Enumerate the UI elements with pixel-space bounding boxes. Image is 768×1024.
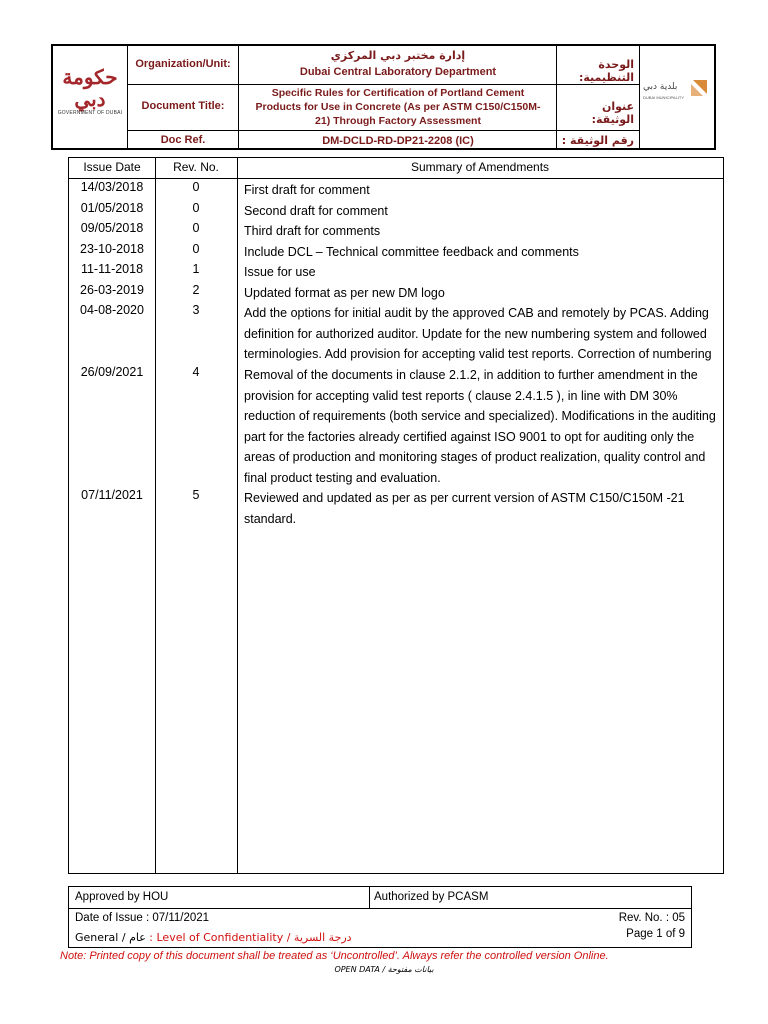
header-divider bbox=[238, 46, 239, 148]
summary: First draft for comment bbox=[244, 183, 370, 197]
date-of-issue: Date of Issue : 07/11/2021 bbox=[75, 912, 210, 924]
header-divider bbox=[639, 46, 640, 148]
issue-date: 26/09/2021 bbox=[80, 365, 144, 379]
uncontrolled-copy-note: Note: Printed copy of this document shall be treated as ‘Uncontrolled’. Always refer the controlled version Online. bbox=[60, 950, 609, 962]
footer-divider bbox=[369, 887, 370, 908]
ref-label: Doc Ref. bbox=[160, 134, 206, 146]
authorized-by: Authorized by PCASM bbox=[374, 891, 489, 903]
issue-date: 09/05/2018 bbox=[80, 221, 144, 235]
issue-date: 14/03/2018 bbox=[80, 180, 144, 194]
title-label: Document Title: bbox=[141, 100, 225, 112]
column-divider bbox=[237, 158, 238, 873]
summary: Issue for use bbox=[244, 265, 316, 279]
open-data-label: OPEN DATA / بيانات مفتوحة bbox=[334, 965, 434, 974]
issue-date: 01/05/2018 bbox=[80, 201, 144, 215]
approved-by: Approved by HOU bbox=[75, 891, 169, 903]
rev-no: 0 bbox=[192, 180, 200, 194]
rev-no: 1 bbox=[192, 262, 200, 276]
title-label-ar: عنوان الوثيقة: bbox=[591, 100, 634, 126]
ref-label-ar: رقم الوثيقة : bbox=[561, 134, 634, 147]
col-header-summary: Summary of Amendments bbox=[410, 160, 550, 174]
dm-emblem-icon bbox=[689, 78, 709, 98]
issue-date: 11-11-2018 bbox=[80, 262, 144, 276]
org-label-ar: الوحدة التنظيمية: bbox=[578, 58, 634, 84]
rev-number: Rev. No. : 05 bbox=[618, 912, 685, 924]
rev-no: 4 bbox=[192, 365, 200, 379]
org-name: Dubai Central Laboratory Department bbox=[299, 66, 497, 78]
confidentiality-label: : Level of Confidentiality / درجة السرية bbox=[149, 931, 352, 944]
org-label: Organization/Unit: bbox=[135, 58, 231, 70]
doc-ref: DM-DCLD-RD-DP21-2208 (IC) bbox=[322, 135, 474, 147]
header-row-line bbox=[69, 178, 723, 179]
header-row-line bbox=[127, 130, 639, 131]
rev-no: 0 bbox=[192, 242, 200, 256]
document-title: Specific Rules for Certification of Portland Cement Products for Use in Concrete (As per ASTM C150/C150M-21) Through Factory Assessment bbox=[255, 87, 541, 127]
summary: Second draft for comment bbox=[244, 204, 388, 218]
header-divider bbox=[556, 46, 557, 148]
rev-no: 3 bbox=[192, 303, 200, 317]
page-number: Page 1 of 9 bbox=[626, 928, 685, 940]
dubai-municipality-logo: بلدية دبي DUBAI MUNICIPALITY bbox=[641, 76, 711, 106]
col-header-rev-no: Rev. No. bbox=[173, 160, 219, 174]
amendments-table bbox=[68, 157, 724, 874]
summary: Add the options for initial audit by the approved CAB and remotely by PCAS. Adding definition for authorized auditor. Update for the new numbering system and followed terminologies. Add provision for accepting valid test reports. Correction of numbering bbox=[244, 306, 712, 361]
header-row-line bbox=[127, 84, 639, 85]
rev-no: 2 bbox=[192, 283, 200, 297]
rev-no: 0 bbox=[192, 201, 200, 215]
summary: Updated format as per new DM logo bbox=[244, 286, 445, 300]
rev-no: 5 bbox=[192, 488, 200, 502]
government-of-dubai-logo: حكومة دبي GOVERNMENT OF DUBAI bbox=[57, 65, 123, 116]
issue-date: 07/11/2021 bbox=[81, 488, 143, 502]
document-header bbox=[51, 44, 716, 150]
footer-row-line bbox=[69, 908, 691, 909]
classification bbox=[75, 931, 352, 944]
summary: Third draft for comments bbox=[244, 224, 381, 238]
summary: Include DCL – Technical committee feedback and comments bbox=[244, 245, 579, 259]
rev-no: 0 bbox=[192, 221, 200, 235]
summary: Reviewed and updated as per as per current version of ASTM C150/C150M -21 standard. bbox=[244, 491, 685, 526]
col-header-issue-date: Issue Date bbox=[83, 160, 141, 174]
issue-date: 26-03-2019 bbox=[80, 283, 144, 297]
issue-date: 04-08-2020 bbox=[80, 303, 144, 317]
header-divider bbox=[127, 46, 128, 148]
document-footer bbox=[68, 886, 692, 948]
org-arabic: إدارة مختبر دبي المركزي bbox=[330, 49, 466, 62]
summary: Removal of the documents in clause 2.1.2, in addition to further amendment in the provision for accepting valid test reports ( clause 2.4.1.5 ), in line with DM 30% reduction of requirements (both service and specialized). Modifications in the auditing part for the factories already certified against ISO 9001 to opt for auditing only the areas of production and monitoring stages of product realization, quality control and final product testing and evaluation. bbox=[244, 368, 716, 485]
issue-date: 23-10-2018 bbox=[80, 242, 144, 256]
general-label: General / عام bbox=[75, 931, 146, 944]
